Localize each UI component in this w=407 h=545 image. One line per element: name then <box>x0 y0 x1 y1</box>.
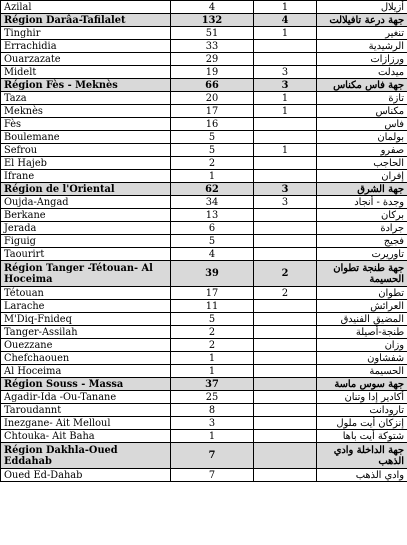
total-cell: 11 <box>171 300 254 313</box>
count-cell <box>254 131 317 144</box>
arabic-name-cell: تارودانت <box>317 404 407 417</box>
total-cell: 4 <box>171 1 254 14</box>
arabic-name-cell: جهة درعة تافيلالت <box>317 14 407 27</box>
arabic-name-cell: ورزازات <box>317 53 407 66</box>
table-row <box>1 53 407 66</box>
count-cell <box>254 326 317 339</box>
total-cell: 1 <box>171 352 254 365</box>
count-cell <box>254 352 317 365</box>
arabic-name-cell: جهة سوس ماسة <box>317 378 407 391</box>
table-row <box>1 118 407 131</box>
name-cell: Berkane <box>1 209 171 222</box>
name-cell: Ifrane <box>1 170 171 183</box>
arabic-name-cell: تنغير <box>317 27 407 40</box>
count-cell <box>254 391 317 404</box>
table-row <box>1 248 407 261</box>
total-cell: 51 <box>171 27 254 40</box>
arabic-name-cell: المضيق الفنيدق <box>317 313 407 326</box>
arabic-name-cell: صفرو <box>317 144 407 157</box>
table-row <box>1 40 407 53</box>
table-row <box>1 430 407 443</box>
arabic-name-cell: إفران <box>317 170 407 183</box>
table-row <box>1 417 407 430</box>
count-cell <box>254 248 317 261</box>
table-row <box>1 66 407 79</box>
name-cell: Fès <box>1 118 171 131</box>
count-cell <box>254 40 317 53</box>
table-row <box>1 105 407 118</box>
count-cell <box>254 404 317 417</box>
arabic-name-cell: مكناس <box>317 105 407 118</box>
name-cell: Région Souss - Massa <box>1 378 171 391</box>
name-cell: Région Dakhla-Oued Eddahab <box>1 443 171 469</box>
total-cell: 1 <box>171 170 254 183</box>
name-cell: Errachidia <box>1 40 171 53</box>
arabic-name-cell: وادي الذهب <box>317 469 407 482</box>
table-row <box>1 326 407 339</box>
total-cell: 17 <box>171 287 254 300</box>
count-cell: 1 <box>254 144 317 157</box>
count-cell: 1 <box>254 1 317 14</box>
name-cell: Ouarzazate <box>1 53 171 66</box>
count-cell <box>254 53 317 66</box>
name-cell: Chtouka- Ait Baha <box>1 430 171 443</box>
table-row <box>1 170 407 183</box>
table-row <box>1 157 407 170</box>
total-cell: 5 <box>171 235 254 248</box>
table-row <box>1 352 407 365</box>
name-cell: Taza <box>1 92 171 105</box>
table-row <box>1 1 407 14</box>
name-cell: Région Tanger -Tétouan- Al Hoceima <box>1 261 171 287</box>
name-cell: Région de l'Oriental <box>1 183 171 196</box>
name-cell: Tinghir <box>1 27 171 40</box>
arabic-name-cell: جهة الشرق <box>317 183 407 196</box>
table-row <box>1 365 407 378</box>
arabic-name-cell: العرائش <box>317 300 407 313</box>
total-cell: 39 <box>171 261 254 287</box>
count-cell: 1 <box>254 105 317 118</box>
name-cell: Agadir-Ida -Ou-Tanane <box>1 391 171 404</box>
total-cell: 62 <box>171 183 254 196</box>
name-cell: M'Diq-Fnideq <box>1 313 171 326</box>
count-cell: 3 <box>254 79 317 92</box>
table-row <box>1 469 407 482</box>
total-cell: 5 <box>171 131 254 144</box>
arabic-name-cell: الرشيدية <box>317 40 407 53</box>
region-row <box>1 261 407 287</box>
name-cell: Al Hoceima <box>1 365 171 378</box>
arabic-name-cell: أكادير إدا وتنان <box>317 391 407 404</box>
total-cell: 5 <box>171 313 254 326</box>
name-cell: Région Darâa-Tafilalet <box>1 14 171 27</box>
count-cell <box>254 417 317 430</box>
arabic-name-cell: ميدلت <box>317 66 407 79</box>
count-cell <box>254 209 317 222</box>
regions-table-body <box>1 1 407 482</box>
total-cell: 5 <box>171 144 254 157</box>
arabic-name-cell: الحاجب <box>317 157 407 170</box>
count-cell: 4 <box>254 14 317 27</box>
table-row <box>1 339 407 352</box>
name-cell: Sefrou <box>1 144 171 157</box>
arabic-name-cell: الحسيمة <box>317 365 407 378</box>
count-cell <box>254 378 317 391</box>
name-cell: Chefchaouen <box>1 352 171 365</box>
table-row <box>1 209 407 222</box>
arabic-name-cell: جهة طنجة تطوان الحسيمة <box>317 261 407 287</box>
arabic-name-cell: تازة <box>317 92 407 105</box>
count-cell <box>254 430 317 443</box>
name-cell: Azilal <box>1 1 171 14</box>
arabic-name-cell: وجدة - أنجاد <box>317 196 407 209</box>
count-cell: 1 <box>254 27 317 40</box>
arabic-name-cell: جهة فاس مكناس <box>317 79 407 92</box>
name-cell: Inezgane- Ait Melloul <box>1 417 171 430</box>
total-cell: 7 <box>171 443 254 469</box>
arabic-name-cell: تطوان <box>317 287 407 300</box>
arabic-name-cell: جهة الداخلة وادي الذهب <box>317 443 407 469</box>
total-cell: 8 <box>171 404 254 417</box>
arabic-name-cell: فجيج <box>317 235 407 248</box>
count-cell <box>254 469 317 482</box>
arabic-name-cell: طنجة-أصيلة <box>317 326 407 339</box>
region-row <box>1 14 407 27</box>
region-row <box>1 378 407 391</box>
count-cell <box>254 365 317 378</box>
table-row <box>1 92 407 105</box>
name-cell: Région Fès - Meknès <box>1 79 171 92</box>
arabic-name-cell: إنزكان أيت ملول <box>317 417 407 430</box>
table-row <box>1 235 407 248</box>
arabic-name-cell: أزيلال <box>317 1 407 14</box>
count-cell <box>254 222 317 235</box>
name-cell: Boulemane <box>1 131 171 144</box>
table-row <box>1 300 407 313</box>
arabic-name-cell: بركان <box>317 209 407 222</box>
count-cell: 1 <box>254 92 317 105</box>
region-row <box>1 79 407 92</box>
total-cell: 37 <box>171 378 254 391</box>
total-cell: 33 <box>171 40 254 53</box>
name-cell: Oujda-Angad <box>1 196 171 209</box>
total-cell: 19 <box>171 66 254 79</box>
total-cell: 2 <box>171 326 254 339</box>
total-cell: 1 <box>171 365 254 378</box>
count-cell: 2 <box>254 287 317 300</box>
name-cell: Tétouan <box>1 287 171 300</box>
table-row <box>1 27 407 40</box>
table-row <box>1 404 407 417</box>
count-cell <box>254 313 317 326</box>
count-cell: 3 <box>254 183 317 196</box>
table-row <box>1 144 407 157</box>
arabic-name-cell: شفشاون <box>317 352 407 365</box>
total-cell: 34 <box>171 196 254 209</box>
total-cell: 7 <box>171 469 254 482</box>
total-cell: 16 <box>171 118 254 131</box>
name-cell: Figuig <box>1 235 171 248</box>
total-cell: 1 <box>171 430 254 443</box>
arabic-name-cell: جرادة <box>317 222 407 235</box>
region-row <box>1 183 407 196</box>
total-cell: 17 <box>171 105 254 118</box>
table-row <box>1 196 407 209</box>
total-cell: 3 <box>171 417 254 430</box>
name-cell: Midelt <box>1 66 171 79</box>
total-cell: 20 <box>171 92 254 105</box>
count-cell <box>254 339 317 352</box>
count-cell <box>254 235 317 248</box>
count-cell: 3 <box>254 196 317 209</box>
total-cell: 2 <box>171 339 254 352</box>
total-cell: 66 <box>171 79 254 92</box>
table-row <box>1 313 407 326</box>
count-cell <box>254 118 317 131</box>
table-row <box>1 131 407 144</box>
count-cell <box>254 300 317 313</box>
total-cell: 13 <box>171 209 254 222</box>
total-cell: 4 <box>171 248 254 261</box>
name-cell: El Hajeb <box>1 157 171 170</box>
count-cell <box>254 170 317 183</box>
total-cell: 132 <box>171 14 254 27</box>
count-cell <box>254 157 317 170</box>
total-cell: 6 <box>171 222 254 235</box>
total-cell: 29 <box>171 53 254 66</box>
arabic-name-cell: شتوكة أيت باها <box>317 430 407 443</box>
region-row <box>1 443 407 469</box>
arabic-name-cell: بولمان <box>317 131 407 144</box>
arabic-name-cell: فاس <box>317 118 407 131</box>
name-cell: Ouezzane <box>1 339 171 352</box>
name-cell: Tanger-Assilah <box>1 326 171 339</box>
count-cell: 2 <box>254 261 317 287</box>
name-cell: Meknès <box>1 105 171 118</box>
total-cell: 2 <box>171 157 254 170</box>
name-cell: Larache <box>1 300 171 313</box>
arabic-name-cell: تاوريرت <box>317 248 407 261</box>
name-cell: Oued Ed-Dahab <box>1 469 171 482</box>
table-row <box>1 287 407 300</box>
name-cell: Taourirt <box>1 248 171 261</box>
count-cell: 3 <box>254 66 317 79</box>
count-cell <box>254 443 317 469</box>
total-cell: 25 <box>171 391 254 404</box>
table-row <box>1 222 407 235</box>
arabic-name-cell: وزان <box>317 339 407 352</box>
table-row <box>1 391 407 404</box>
name-cell: Taroudannt <box>1 404 171 417</box>
name-cell: Jerada <box>1 222 171 235</box>
